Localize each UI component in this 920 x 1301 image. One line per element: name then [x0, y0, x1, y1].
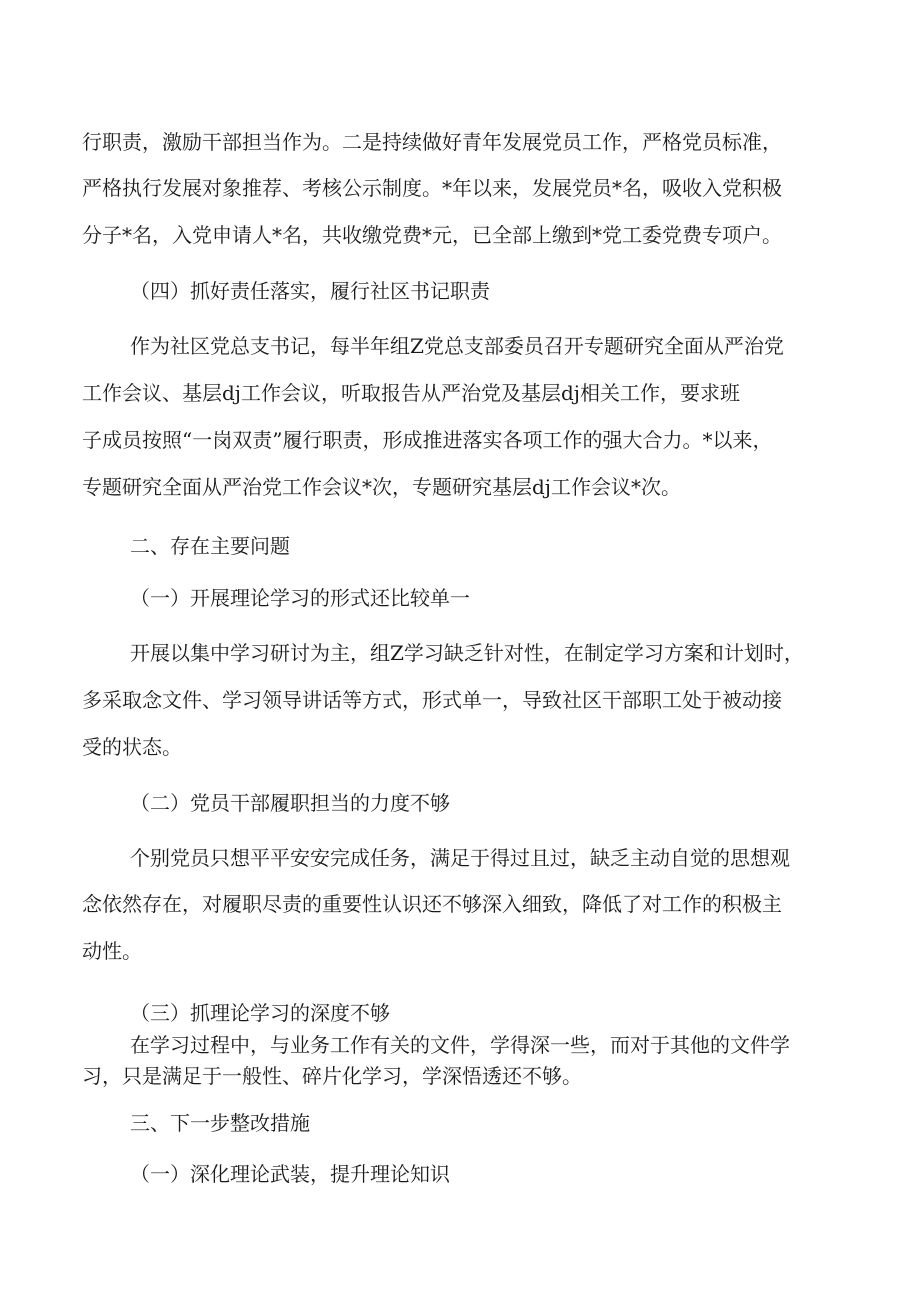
- subsection-heading: （二）党员干部履职担当的力度不够: [130, 791, 450, 815]
- paragraph-line: 个别党员只想平平安安完成任务，满足于得过且过，缺乏主动自觉的思想观: [130, 846, 790, 870]
- paragraph-line: 动性。: [82, 939, 142, 963]
- paragraph-line: 习，只是满足于一般性、碎片化学习，学深悟透还不够。: [82, 1064, 582, 1088]
- paragraph-line: 分子*名，入党申请人*名，共收缴党费*元，已全部上缴到*党工委党费专项户。: [82, 223, 782, 247]
- paragraph-line: 多采取念文件、学习领导讲话等方式，形式单一，导致社区干部职工处于被动接: [82, 688, 782, 712]
- section-heading: 三、下一步整改措施: [130, 1111, 310, 1135]
- paragraph-line: 严格执行发展对象推荐、考核公示制度。*年以来，发展党员*名，吸收入党积极: [82, 176, 782, 200]
- paragraph-line: 受的状态。: [82, 735, 182, 759]
- subsection-heading: （一）深化理论武装，提升理论知识: [130, 1162, 450, 1186]
- section-heading: 二、存在主要问题: [130, 534, 290, 558]
- paragraph-line: 念依然存在，对履职尽责的重要性认识还不够深入细致，降低了对工作的积极主: [82, 892, 782, 916]
- paragraph-line: 工作会议、基层dj工作会议，听取报告从严治党及基层dj相关工作，要求班: [82, 381, 741, 405]
- paragraph-line: 在学习过程中，与业务工作有关的文件，学得深一些，而对于其他的文件学: [130, 1033, 790, 1057]
- paragraph-line: 开展以集中学习研讨为主，组Z学习缺乏针对性，在制定学习方案和计划时，: [130, 641, 804, 665]
- paragraph-line: 子成员按照“一岗双责”履行职责，形成推进落实各项工作的强大合力。*以来，: [82, 428, 773, 452]
- subsection-heading: （三）抓理论学习的深度不够: [130, 1001, 390, 1025]
- paragraph-line: 行职责，激励干部担当作为。二是持续做好青年发展党员工作，严格党员标准，: [82, 130, 782, 154]
- paragraph-line: 作为社区党总支书记，每半年组Z党总支部委员召开专题研究全面从严治党: [130, 334, 784, 358]
- subsection-heading: （一）开展理论学习的形式还比较单一: [130, 586, 470, 610]
- paragraph-line: 专题研究全面从严治党工作会议*次，专题研究基层dj工作会议*次。: [82, 475, 682, 499]
- section-heading: （四）抓好责任落实，履行社区书记职责: [130, 279, 490, 303]
